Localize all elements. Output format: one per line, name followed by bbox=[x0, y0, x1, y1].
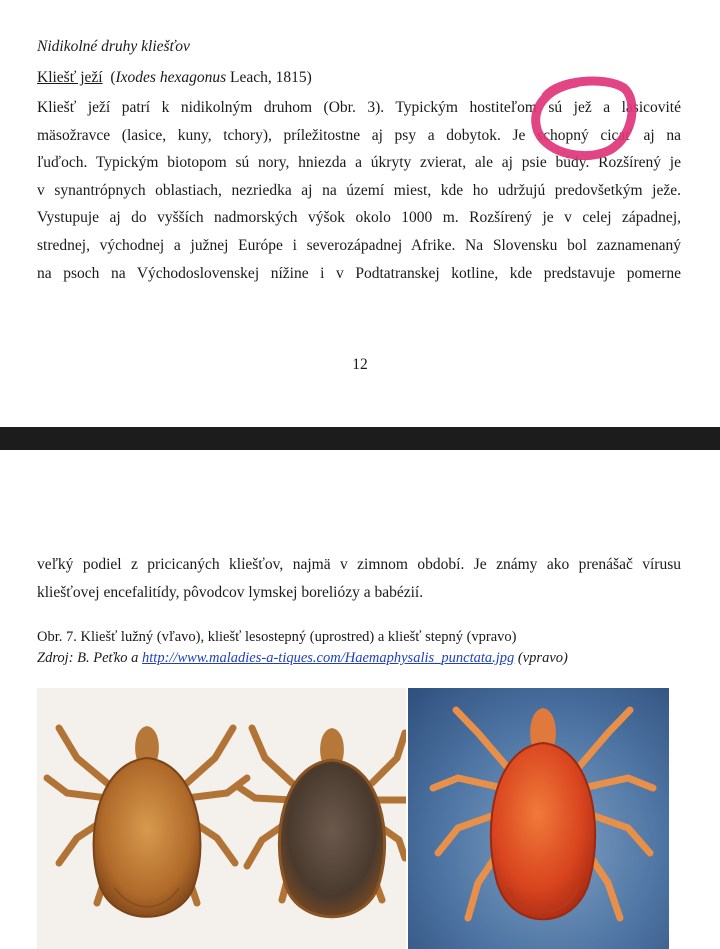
species-name: Kliešť ježí bbox=[37, 69, 103, 86]
paragraph-line: Vystupuje aj do vyšších nadmorských výšok okolo 1000 m. Rozšírený je v celej západnej, bbox=[37, 209, 681, 227]
page-number: 12 bbox=[352, 356, 368, 373]
tick-right-illustration bbox=[433, 708, 653, 919]
paragraph-line: Kliešť ježí patrí k nidikolným druhom (Obr. 3). Typickým hostiteľom sú jež a lasicovité bbox=[37, 99, 681, 116]
body-paragraph-top bbox=[37, 94, 681, 287]
paragraph-line: veľký podiel z pricicaných kliešťov, najmä v zimnom období. Je známy ako prenášač vírusu bbox=[37, 556, 681, 573]
paragraph-line: mäsožravce (lasice, kuny, tchory), príležitostne aj psy a dobytok. Je schopný cicať aj na bbox=[37, 126, 681, 144]
caption-source-suffix: (vpravo) bbox=[514, 650, 568, 666]
tick-photo-left bbox=[37, 688, 406, 949]
figure-caption bbox=[37, 627, 697, 669]
caption-source bbox=[37, 648, 697, 669]
species-heading: Kliešť ježí (Ixodes hexagonus Leach, 1815) bbox=[37, 69, 312, 86]
tick-photo-right bbox=[408, 688, 669, 949]
document-page-top bbox=[0, 0, 720, 427]
species-latin-name: Ixodes hexagonus bbox=[115, 69, 227, 86]
source-link[interactable]: http://www.maladies-a-tiques.com/Haemaphysalis_punctata.jpg bbox=[142, 650, 515, 666]
paragraph-line: kliešťovej encefalitídy, pôvodcov lymskej boreliózy a babézií. bbox=[37, 583, 424, 601]
paragraph-line: ľuďoch. Typickým biotopom sú nory, hniezda a úkryty zvierat, ale aj psie búdy. Rozšírený je bbox=[37, 154, 681, 172]
species-author: Leach, 1815 bbox=[230, 69, 307, 86]
tick-left-illustration bbox=[47, 726, 247, 917]
tick-middle-illustration bbox=[237, 728, 405, 917]
section-title: Nidikolné druhy kliešťov bbox=[37, 38, 190, 55]
paragraph-line: strednej, východnej a južnej Európe i severozápadnej Afrike. Na Slovensku bol zaznamenaný bbox=[37, 236, 681, 254]
caption-source-prefix: Zdroj: B. Peťko a bbox=[37, 650, 143, 666]
paragraph-line: na psoch na Východoslovenskej nížine i v Podtatranskej kotline, kde predstavuje pomerne bbox=[37, 264, 681, 282]
paragraph-line: v synantrópnych oblastiach, nezriedka aj na území miest, kde ho udržujú predovšetkým ježe. bbox=[37, 181, 681, 199]
page-separator bbox=[0, 427, 720, 450]
caption-title: Obr. 7. Kliešť lužný (vľavo), kliešť lesostepný (uprostred) a kliešť stepný (vpravo) bbox=[37, 629, 517, 645]
body-paragraph-bottom bbox=[37, 551, 681, 606]
